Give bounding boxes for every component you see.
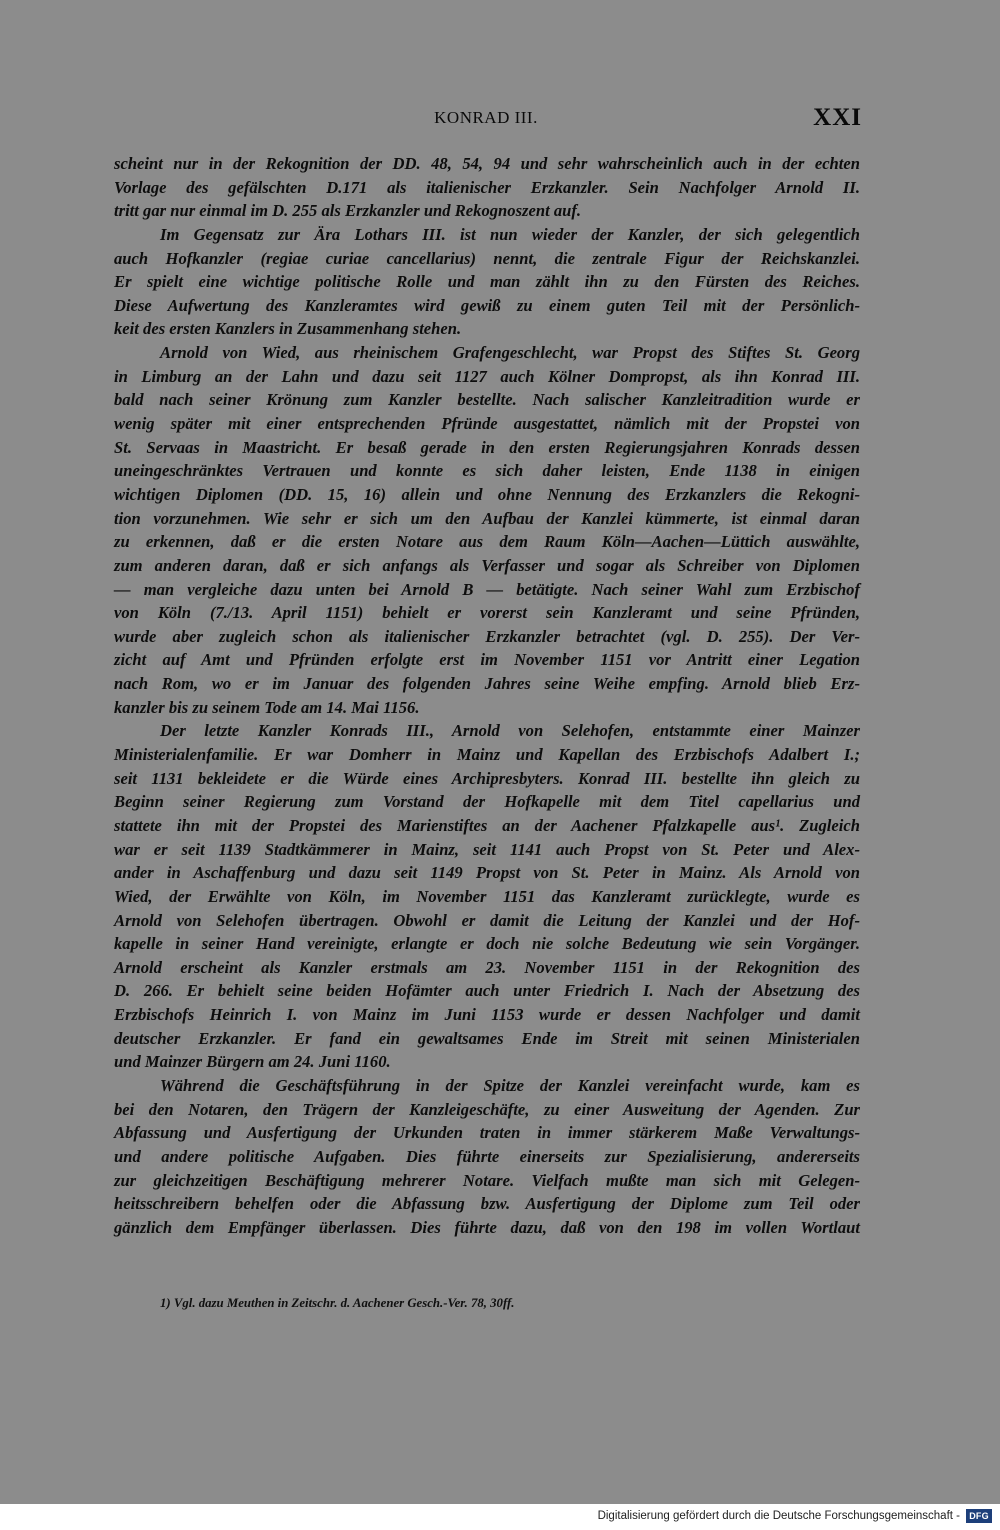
text-line: zu erkennen, daß er die ersten Notare aus dem Raum Köln—Aachen—Lüttich auswählte, — [114, 532, 860, 552]
text-line: uneingeschränktes Vertrauen und konnte es sich daher leisten, Ende 1138 in einigen — [114, 461, 860, 481]
body-text — [114, 152, 860, 1239]
text-line: und Mainzer Bürgern am 24. Juni 1160. — [114, 1052, 391, 1072]
text-line: von Köln (7./13. April 1151) behielt er vorerst sein Kanzleramt und seine Pfründen, — [114, 603, 860, 623]
running-title: KONRAD III. — [434, 108, 538, 127]
text-line: heitsschreibern behelfen oder die Abfassung bzw. Ausfertigung der Diplome zum Teil oder — [114, 1194, 860, 1214]
text-line: Erzbischofs Heinrich I. von Mainz im Juni 1153 wurde er dessen Nachfolger und damit — [114, 1005, 860, 1025]
text-line: wichtigen Diplomen (DD. 15, 16) allein und ohne Nennung des Erzkanzlers die Rekogni- — [114, 484, 860, 504]
text-line: — man vergleiche dazu unten bei Arnold B — betätigte. Nach seiner Wahl zum Erzbischof — [114, 579, 860, 599]
text-line: Vorlage des gefälschten D.171 als italienischer Erzkanzler. Sein Nachfolger Arnold II. — [114, 177, 860, 197]
text-line: nach Rom, wo er im Januar des folgenden Jahres seine Weihe empfing. Arnold blieb Erz- — [114, 674, 860, 694]
text-line: Im Gegensatz zur Ära Lothars III. ist nun wieder der Kanzler, der sich gelegentlich — [160, 224, 860, 244]
text-line: wenig später mit einer entsprechenden Pfründe ausgestattet, nämlich mit der Propstei von — [114, 414, 860, 434]
funding-credit: Digitalisierung gefördert durch die Deutsche Forschungsgemeinschaft - — [597, 1510, 960, 1522]
text-line: Arnold von Wied, aus rheinischem Grafengeschlecht, war Propst des Stiftes St. Georg — [160, 343, 860, 363]
text-line: in Limburg an der Lahn und dazu seit 1127 auch Kölner Dompropst, als ihn Konrad III. — [114, 366, 860, 386]
dfg-logo-icon: DFG — [966, 1509, 992, 1523]
text-line: zicht auf Amt und Pfründen erfolgte erst im November 1151 vor Antritt einer Legation — [114, 650, 860, 670]
text-line: St. Servaas in Maastricht. Er besaß gerade in den ersten Regierungsjahren Konrads dessen — [114, 437, 860, 457]
running-head — [110, 104, 862, 138]
text-line: tritt gar nur einmal im D. 255 als Erzkanzler und Rekognoszent auf. — [114, 201, 582, 221]
text-line: und andere politische Aufgaben. Dies führte einerseits zur Spezialisierung, andererseits — [114, 1146, 860, 1166]
text-line: Abfassung und Ausfertigung der Urkunden traten in immer stärkerem Maße Verwaltungs- — [114, 1123, 860, 1143]
text-line: Beginn seiner Regierung zum Vorstand der Hofkapelle mit dem Titel capellarius und — [114, 792, 860, 812]
text-line: wurde aber zugleich schon als italienischer Erzkanzler betrachtet (vgl. D. 255). Der Ver- — [114, 626, 860, 646]
text-line: bald nach seiner Krönung zum Kanzler bestellte. Nach salischer Kanzleitradition wurde er — [114, 390, 860, 410]
text-line: Ministerialenfamilie. Er war Domherr in Mainz und Kapellan des Erzbischofs Adalbert I.; — [114, 745, 860, 765]
text-line: zum anderen daran, daß er sich anfangs als Verfasser und sogar als Schreiber von Diplomen — [114, 555, 860, 575]
text-line: Arnold erscheint als Kanzler erstmals am 23. November 1151 in der Rekognition des — [114, 957, 860, 977]
text-line: ander in Aschaffenburg und dazu seit 1149 Propst von St. Peter in Mainz. Als Arnold von — [114, 863, 860, 883]
text-line: Wied, der Erwählte von Köln, im November 1151 das Kanzleramt zurücklegte, wurde es — [114, 886, 860, 906]
text-line: kanzler bis zu seinem Tode am 14. Mai 1156. — [114, 697, 420, 717]
text-line: zur gleichzeitigen Beschäftigung mehrerer Notare. Vielfach mußte man sich mit Gelegen- — [114, 1170, 860, 1190]
text-line: keit des ersten Kanzlers in Zusammenhang stehen. — [114, 319, 462, 339]
digitization-footer — [0, 1504, 1000, 1530]
text-line: bei den Notaren, den Trägern der Kanzleigeschäfte, zu einer Ausweitung der Agenden. Zur — [114, 1099, 860, 1119]
text-line: gänzlich dem Empfänger überlassen. Dies führte dazu, daß von den 198 im vollen Wortlaut — [114, 1217, 860, 1237]
page-number: XXI — [813, 104, 862, 131]
text-line: Er spielt eine wichtige politische Rolle und man zählt ihn zu den Fürsten des Reiches. — [114, 272, 860, 292]
text-line: deutscher Erzkanzler. Er fand ein gewaltsames Ende im Streit mit seinen Ministerialen — [114, 1028, 860, 1048]
text-line: stattete ihn mit der Propstei des Marienstiftes an der Aachener Pfalzkapelle aus¹. Zugleich — [114, 815, 860, 835]
text-line: war er seit 1139 Stadtkämmerer in Mainz, seit 1141 auch Propst von St. Peter und Alex- — [114, 839, 860, 859]
text-line: Der letzte Kanzler Konrads III., Arnold von Selehofen, entstammte einer Mainzer — [160, 721, 860, 741]
text-line: scheint nur in der Rekognition der DD. 48, 54, 94 und sehr wahrscheinlich auch in der echten — [114, 154, 860, 173]
text-line: Diese Aufwertung des Kanzleramtes wird gewiß zu einem guten Teil mit der Persönlich- — [114, 295, 860, 315]
text-line: seit 1131 bekleidete er die Würde eines Archipresbyters. Konrad III. bestellte ihn gleich zu — [114, 768, 860, 788]
text-line: Während die Geschäftsführung in der Spitze der Kanzlei vereinfacht wurde, kam es — [160, 1075, 860, 1095]
text-line: kapelle in seiner Hand vereinigte, erlangte er doch nie solche Bedeutung wie sein Vorgänger. — [114, 934, 860, 954]
text-line: tion vorzunehmen. Wie sehr er sich um den Aufbau der Kanzlei kümmerte, ist einmal daran — [114, 508, 860, 528]
text-line: auch Hofkanzler (regiae curiae cancellarius) nennt, die zentrale Figur der Reichskanzlei. — [114, 248, 860, 268]
text-line: D. 266. Er behielt seine beiden Hofämter auch unter Friedrich I. Nach der Absetzung des — [114, 981, 860, 1001]
footnote: 1) Vgl. dazu Meuthen in Zeitschr. d. Aachener Gesch.-Ver. 78, 30ff. — [160, 1296, 515, 1310]
text-line: Arnold von Selehofen übertragen. Obwohl er damit die Leitung der Kanzlei und der Hof- — [114, 910, 860, 930]
